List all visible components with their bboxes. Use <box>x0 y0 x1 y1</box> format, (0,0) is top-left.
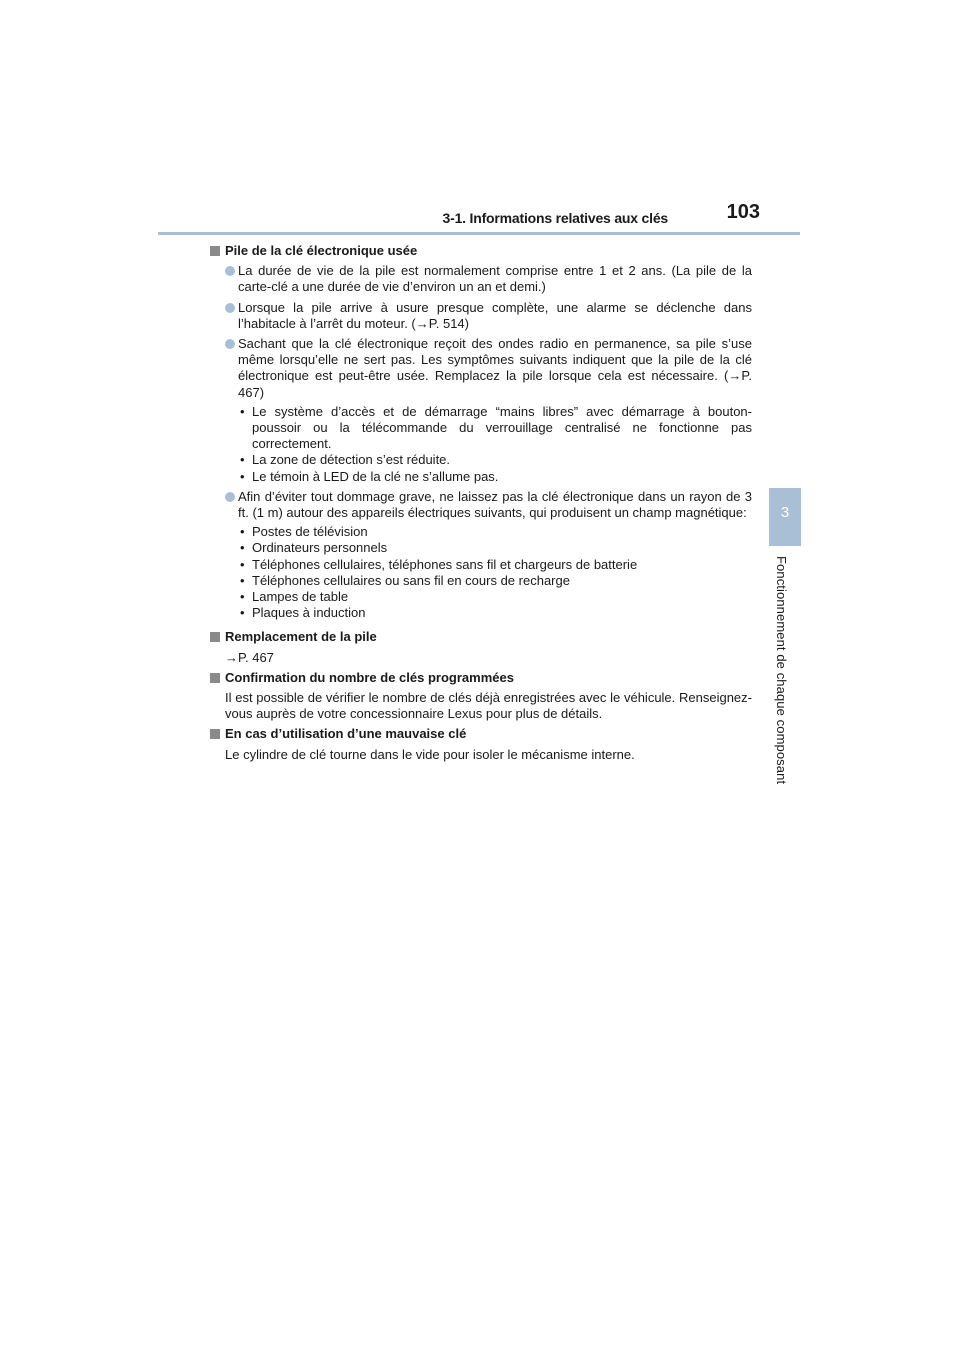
sub-bullet-item <box>210 573 752 589</box>
bullet-text: Lorsque la pile arrive à usure presque complète, une alarme se déclenche dans l’habitacle à l’arrêt du moteur. (→P. 514) <box>238 299 752 331</box>
chapter-number: 3 <box>780 504 790 521</box>
body-paragraph: Il est possible de vérifier le nombre de clés déjà enregistrées avec le véhicule. Renseignez-vous auprès de votre concessionnaire Lexus pour plus de détails. <box>225 690 752 722</box>
dot-icon: • <box>240 524 245 540</box>
sub-bullet-text: Lampes de table <box>252 589 349 605</box>
bullet-item <box>210 489 752 521</box>
sub-bullet-item <box>210 605 752 621</box>
dot-icon: • <box>240 589 245 605</box>
sub-bullet-item <box>210 557 752 573</box>
heading-text: En cas d’utilisation d’une mauvaise clé <box>225 726 467 742</box>
heading-text: Pile de la clé électronique usée <box>225 243 418 258</box>
sub-bullet-item <box>210 404 752 453</box>
bullet-item <box>210 300 752 332</box>
sub-bullet-text: La zone de détection s’est réduite. <box>252 452 451 468</box>
dot-icon: • <box>240 605 245 621</box>
sub-bullet-item <box>210 540 752 556</box>
sub-bullet-text: Téléphones cellulaires ou sans fil en cours de recharge <box>252 572 570 588</box>
bullet-text: Sachant que la clé électronique reçoit des ondes radio en permanence, sa pile s’use même lorsqu’elle ne sert pas. Les symptômes suivants indiquent que la pile de la clé électronique est peut-être usée. Remplacez la pile lorsque cela est nécessaire. (→P. 467) <box>238 336 752 400</box>
sub-bullet-text: Plaques à induction <box>252 605 366 621</box>
dot-icon: • <box>240 468 245 484</box>
square-bullet-icon <box>210 246 220 256</box>
heading-replacement <box>210 629 752 645</box>
heading-confirmation <box>210 670 752 686</box>
page-content <box>210 243 752 766</box>
sub-bullet-item <box>210 452 752 468</box>
square-bullet-icon <box>210 729 220 739</box>
sub-bullet-item <box>210 469 752 485</box>
body-paragraph: Le cylindre de clé tourne dans le vide pour isoler le mécanisme interne. <box>225 746 635 762</box>
heading-text: Confirmation du nombre de clés programmées <box>225 669 514 685</box>
square-bullet-icon <box>210 632 220 642</box>
sub-bullet-text: Le témoin à LED de la clé ne s’allume pas. <box>252 468 499 484</box>
chapter-label: Fonctionnement de chaque composant <box>774 556 789 785</box>
sub-bullet-text: Postes de télévision <box>252 524 368 540</box>
sub-bullet-text: Téléphones cellulaires, téléphones sans fil et chargeurs de batterie <box>252 556 638 572</box>
square-bullet-icon <box>210 673 220 683</box>
sub-bullet-text: Ordinateurs personnels <box>252 540 388 556</box>
sub-bullet-text: Le système d’accès et de démarrage “mains libres” avec démarrage à bouton-poussoir ou la télécommande du verrouillage centralisé ne fonctionne pas correctement. <box>252 403 752 452</box>
header-rule <box>158 232 800 235</box>
circle-bullet-icon <box>225 266 235 276</box>
sub-bullet-item <box>210 589 752 605</box>
page-reference: →P. 467 <box>225 649 274 665</box>
dot-icon: • <box>240 452 245 468</box>
circle-bullet-icon <box>225 492 235 502</box>
chapter-tab <box>769 488 801 546</box>
dot-icon: • <box>240 572 245 588</box>
bullet-text: Afin d’éviter tout dommage grave, ne laissez pas la clé électronique dans un rayon de 3 ft. (1 m) autour des appareils électriques suivants, qui produisent un champ magnétique: <box>238 488 752 521</box>
heading-text: Remplacement de la pile <box>225 629 377 645</box>
heading-pile <box>210 243 752 259</box>
dot-icon: • <box>240 403 245 419</box>
bullet-item <box>210 263 752 295</box>
circle-bullet-icon <box>225 303 235 313</box>
page-header <box>158 201 800 234</box>
heading-wrong-key <box>210 726 752 742</box>
bullet-text: La durée de vie de la pile est normalement comprise entre 1 et 2 ans. (La pile de la carte-clé a une durée de vie d’environ un an et demi.) <box>238 263 752 295</box>
page-number: 103 <box>726 201 760 223</box>
dot-icon: • <box>240 540 245 556</box>
dot-icon: • <box>240 556 245 572</box>
sub-bullet-item <box>210 524 752 540</box>
bullet-item <box>210 336 752 401</box>
section-title: 3-1. Informations relatives aux clés <box>442 210 668 226</box>
circle-bullet-icon <box>225 339 235 349</box>
